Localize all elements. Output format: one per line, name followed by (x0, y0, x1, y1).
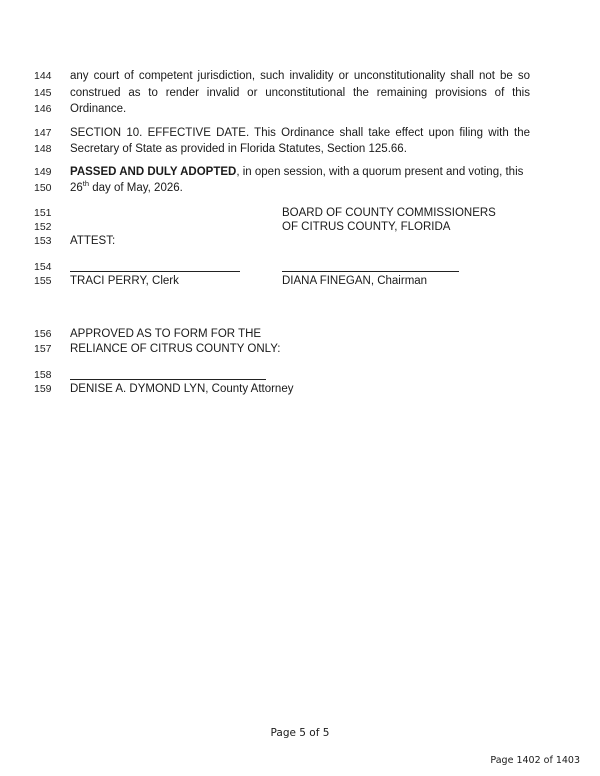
adoption-rest: , in open session, with a quorum present and voting, this (236, 166, 524, 178)
attorney-name: DENISE A. DYMOND LYN, County Attorney (70, 383, 294, 395)
line-number: 153 (34, 235, 52, 247)
line-number: 159 (34, 383, 52, 395)
adoption-bold: PASSED AND DULY ADOPTED (70, 166, 237, 178)
clerk-signature-line (70, 271, 240, 272)
approved-line-2: RELIANCE OF CITRUS COUNTY ONLY: (70, 343, 281, 355)
adoption-day-suffix: th (82, 179, 90, 189)
line-number: 157 (34, 343, 52, 355)
line-number: 154 (34, 261, 52, 273)
board-line-1: BOARD OF COUNTY COMMISSIONERS (282, 207, 496, 219)
section9-line-1: any court of competent jurisdiction, such invalidity or unconstitutionality shall not be so (70, 70, 530, 82)
line-number: 156 (34, 328, 52, 340)
packet-page-number: Page 1402 of 1403 (490, 755, 580, 766)
section9-line-3: Ordinance. (70, 103, 127, 115)
approved-line-1: APPROVED AS TO FORM FOR THE (70, 328, 262, 340)
section9-line-2: construed as to render invalid or unconstitutional the remaining provisions of this (70, 87, 530, 99)
line-number: 152 (34, 221, 52, 233)
attest-label: ATTEST: (70, 235, 116, 247)
adoption-date-rest: day of May, 2026. (89, 182, 183, 194)
clerk-name: TRACI PERRY, Clerk (70, 275, 179, 287)
section10-line-2: Secretary of State as provided in Florida Statutes, Section 125.66. (70, 143, 407, 155)
line-number: 151 (34, 207, 52, 219)
adoption-line-1 (70, 164, 523, 180)
line-number: 146 (34, 103, 52, 115)
line-number: 147 (34, 127, 52, 139)
line-number: 149 (34, 166, 52, 178)
section10-line-1: SECTION 10. EFFECTIVE DATE. This Ordinance shall take effect upon filing with the (70, 127, 530, 139)
adoption-day: 26 (70, 182, 83, 194)
line-number: 158 (34, 369, 52, 381)
line-number: 148 (34, 143, 52, 155)
line-number: 144 (34, 70, 52, 82)
attorney-signature-line (70, 379, 266, 380)
chairman-name: DIANA FINEGAN, Chairman (282, 275, 428, 287)
adoption-line-2 (70, 180, 183, 196)
chairman-signature-line (282, 271, 459, 272)
page-number: Page 5 of 5 (270, 727, 330, 739)
line-number: 150 (34, 182, 52, 194)
line-number: 145 (34, 87, 52, 99)
line-number: 155 (34, 275, 52, 287)
board-line-2: OF CITRUS COUNTY, FLORIDA (282, 221, 451, 233)
